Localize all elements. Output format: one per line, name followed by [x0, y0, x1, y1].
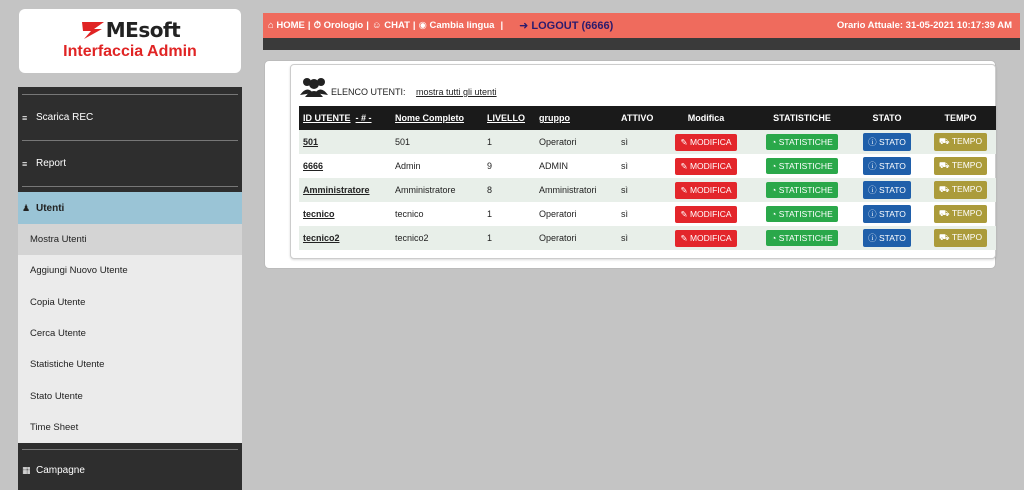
question-icon: ⓘ: [868, 137, 877, 147]
cambia-lingua-link[interactable]: ◉ Cambia lingua: [418, 20, 495, 31]
list-icon: ≡: [22, 112, 28, 123]
pie-chart-icon: ◔: [771, 137, 777, 147]
truck-icon: ⛟: [938, 160, 950, 170]
stato-button[interactable]: ⓘ STATO: [863, 205, 911, 223]
globe-icon: ◉: [418, 20, 427, 31]
sidebar-item-label: Scarica REC: [36, 112, 94, 123]
utenti-submenu: [18, 224, 242, 443]
user-id-link[interactable]: tecnico: [303, 209, 335, 219]
tempo-button[interactable]: ⛟ TEMPO: [934, 229, 987, 247]
statistiche-button[interactable]: ◔ STATISTICHE: [766, 158, 838, 174]
col-tempo: TEMPO: [925, 106, 996, 130]
show-all-users-link[interactable]: mostra tutti gli utenti: [416, 87, 497, 97]
edit-icon: ✎: [680, 184, 688, 195]
calendar-icon: ▦: [22, 464, 31, 475]
col-gruppo[interactable]: gruppo: [535, 106, 617, 130]
question-icon: ⓘ: [868, 209, 877, 219]
submenu-aggiungi-utente[interactable]: Aggiungi Nuovo Utente: [30, 265, 128, 277]
modifica-button[interactable]: ✎ MODIFICA: [675, 206, 736, 223]
col-id-utente[interactable]: ID UTENTE - # -: [299, 106, 391, 130]
cell-attivo: sì: [617, 130, 657, 154]
stato-button[interactable]: ⓘ STATO: [863, 229, 911, 247]
col-statistiche: STATISTICHE: [755, 106, 849, 130]
list-header: [299, 75, 497, 97]
submenu-statistiche-utente[interactable]: Statistiche Utente: [30, 359, 105, 371]
table-row: [299, 178, 996, 202]
tempo-button[interactable]: ⛟ TEMPO: [934, 133, 987, 151]
submenu-copia-utente[interactable]: Copia Utente: [30, 296, 86, 308]
brand-logo: [19, 9, 241, 73]
cell-attivo: sì: [617, 178, 657, 202]
user-id-link[interactable]: tecnico2: [299, 226, 391, 250]
cell-attivo: sì: [621, 209, 629, 219]
truck-icon: ⛟: [938, 208, 950, 218]
list-title: ELENCO UTENTI: mostra tutti gli utenti: [331, 87, 497, 97]
sidebar-item-label: Report: [36, 158, 67, 169]
cell-gruppo: ADMIN: [539, 161, 568, 171]
clock-icon: ⏱: [313, 20, 321, 31]
user-id-link[interactable]: 501: [299, 130, 391, 154]
cell-livello: 1: [483, 130, 535, 154]
stato-button[interactable]: ⓘ STATO: [863, 133, 911, 151]
edit-icon: ✎: [680, 232, 688, 243]
app-subtitle: Interfaccia Admin: [63, 43, 197, 60]
pie-chart-icon: ◔: [771, 233, 777, 243]
cell-attivo: sì: [617, 226, 657, 250]
users-table: [299, 106, 996, 250]
cell-gruppo: Amministratori: [535, 178, 617, 202]
col-livello[interactable]: LIVELLO: [483, 106, 535, 130]
users-icon: ♟: [22, 202, 31, 213]
sidebar-item-utenti[interactable]: [18, 192, 242, 224]
table-header-row: [299, 106, 996, 130]
sidebar-item-label: Utenti: [36, 202, 65, 214]
user-list-card: [290, 64, 996, 259]
cell-gruppo: Operatori: [539, 209, 577, 219]
pie-chart-icon: ◔: [771, 209, 777, 219]
orologio-link[interactable]: ⏱ Orologio: [313, 20, 364, 31]
table-row: [299, 154, 996, 178]
tempo-button[interactable]: ⛟ TEMPO: [934, 181, 987, 199]
edit-icon: ✎: [680, 136, 688, 147]
submenu-mostra-utenti[interactable]: Mostra Utenti: [18, 224, 242, 255]
modifica-button[interactable]: ✎ MODIFICA: [675, 230, 736, 247]
pie-chart-icon: ◔: [771, 161, 777, 171]
truck-icon: ⛟: [938, 184, 950, 194]
current-time: Orario Attuale: 31-05-2021 10:17:39 AM: [836, 20, 1012, 31]
cell-livello: 1: [483, 226, 535, 250]
modifica-button[interactable]: ✎ MODIFICA: [675, 182, 736, 199]
submenu-cerca-utente[interactable]: Cerca Utente: [30, 328, 86, 340]
truck-icon: ⛟: [938, 136, 950, 146]
statistiche-button[interactable]: ◔ STATISTICHE: [766, 230, 838, 246]
modifica-button[interactable]: ✎ MODIFICA: [675, 134, 736, 151]
sidebar-item-scarica-rec[interactable]: [18, 95, 242, 140]
cell-nome: Admin: [395, 161, 421, 171]
user-id-link[interactable]: Amministratore: [299, 178, 391, 202]
cell-nome: Amministratore: [391, 178, 483, 202]
top-nav-bar: [263, 13, 1020, 38]
modifica-button[interactable]: ✎ MODIFICA: [675, 158, 736, 175]
question-icon: ⓘ: [868, 185, 877, 195]
submenu-stato-utente[interactable]: Stato Utente: [30, 390, 83, 402]
table-row: [299, 226, 996, 250]
cell-gruppo: Operatori: [535, 130, 617, 154]
cell-livello: 9: [487, 161, 493, 171]
home-icon: ⌂: [268, 20, 274, 31]
question-icon: ⓘ: [868, 161, 877, 171]
question-icon: ⓘ: [868, 233, 877, 243]
submenu-time-sheet[interactable]: Time Sheet: [30, 421, 79, 433]
tempo-button[interactable]: ⛟ TEMPO: [934, 157, 987, 175]
sidebar: [18, 87, 242, 490]
cell-livello: 8: [483, 178, 535, 202]
sidebar-divider: [22, 186, 238, 187]
smile-icon: ☺: [371, 20, 382, 31]
cell-nome: tecnico2: [391, 226, 483, 250]
user-id-link[interactable]: 6666: [303, 161, 324, 171]
sidebar-item-report[interactable]: [18, 141, 242, 186]
col-attivo: ATTIVO: [617, 106, 657, 130]
logout-icon: ➜: [519, 20, 529, 32]
statistiche-button[interactable]: ◔ STATISTICHE: [766, 206, 838, 222]
cell-nome: 501: [391, 130, 483, 154]
col-nome-completo[interactable]: Nome Completo: [391, 106, 483, 130]
nav-separator: |: [366, 20, 369, 31]
cell-attivo: sì: [621, 161, 629, 171]
sidebar-item-label: Campagne: [36, 464, 85, 476]
truck-icon: ⛟: [938, 232, 950, 242]
chat-link[interactable]: ☺ CHAT: [371, 20, 410, 31]
cell-nome: tecnico: [395, 209, 424, 219]
table-row: [299, 130, 996, 154]
toolbar-strip: [263, 38, 1020, 50]
table-row: [299, 202, 996, 226]
pie-chart-icon: ◔: [771, 185, 777, 195]
statistiche-button[interactable]: ◔ STATISTICHE: [766, 182, 838, 198]
col-modifica: Modifica: [657, 106, 755, 130]
main-panel: [264, 60, 996, 269]
logout-link[interactable]: ➜ LOGOUT (6666): [519, 20, 614, 32]
logo-text: MEsoft: [105, 18, 181, 42]
col-stato: STATO: [849, 106, 925, 130]
home-link[interactable]: ⌂ HOME: [268, 20, 305, 31]
cell-gruppo: Operatori: [535, 226, 617, 250]
statistiche-button[interactable]: ◔ STATISTICHE: [766, 134, 838, 150]
stato-button[interactable]: ⓘ STATO: [863, 181, 911, 199]
nav-separator: |: [500, 20, 504, 31]
edit-icon: ✎: [680, 208, 688, 219]
nav-separator: |: [412, 20, 416, 31]
list-icon: ≡: [22, 158, 28, 169]
nav-separator: |: [307, 20, 311, 31]
edit-icon: ✎: [680, 160, 688, 171]
logo-icon: [80, 20, 106, 40]
stato-button[interactable]: ⓘ STATO: [863, 157, 911, 175]
tempo-button[interactable]: ⛟ TEMPO: [934, 205, 987, 223]
sidebar-item-campagne[interactable]: [18, 450, 242, 490]
users-group-icon: [299, 75, 329, 97]
cell-livello: 1: [487, 209, 493, 219]
